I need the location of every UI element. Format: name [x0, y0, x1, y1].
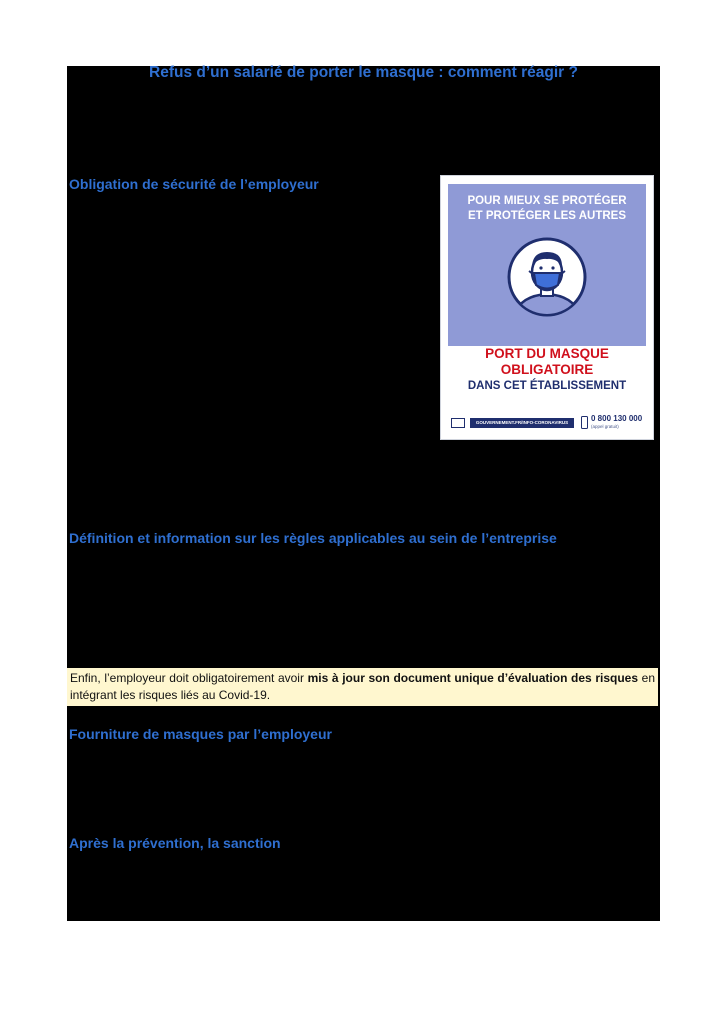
section-heading-definition: Définition et information sur les règles applicables au sein de l’entreprise — [69, 530, 557, 546]
poster-main-line1: PORT DU MASQUE — [485, 346, 609, 361]
poster-tagline-line2: ET PROTÉGER LES AUTRES — [467, 210, 627, 222]
highlight-text-before: Enfin, l’employeur doit obligatoirement avoir — [70, 671, 308, 685]
poster-tagline — [448, 194, 646, 224]
poster-footer-website — [451, 418, 571, 430]
poster-footer-phone — [581, 414, 651, 434]
phone-icon — [581, 416, 588, 429]
poster-tagline-line1: POUR MIEUX SE PROTÉGER — [467, 195, 627, 207]
poster-footer-url: GOUVERNEMENT.FR/INFO-CORONAVIRUS — [470, 418, 574, 428]
highlight-text-bold: mis à jour son document unique d’évaluation des risques — [307, 671, 639, 685]
screen-icon — [451, 418, 465, 428]
highlighted-paragraph — [67, 668, 658, 706]
section-heading-obligation: Obligation de sécurité de l’employeur — [69, 176, 319, 192]
poster-phone-number: 0 800 130 000 — [591, 414, 643, 423]
poster-illustration-area — [448, 184, 646, 346]
highlight-text-after: en intégrant les risques liés au Covid-19. — [70, 671, 656, 702]
section-heading-sanction: Après la prévention, la sanction — [69, 835, 281, 851]
poster-sub-line: DANS CET ÉTABLISSEMENT — [467, 380, 627, 392]
section-heading-fourniture: Fourniture de masques par l’employeur — [69, 726, 332, 742]
mask-poster — [440, 175, 654, 440]
masked-person-icon — [506, 236, 588, 318]
poster-phone-note: (appel gratuit) — [591, 424, 619, 429]
poster-main-line2: OBLIGATOIRE — [500, 362, 594, 377]
document-title: Refus d’un salarié de porter le masque : comment réagir ? — [149, 64, 578, 81]
